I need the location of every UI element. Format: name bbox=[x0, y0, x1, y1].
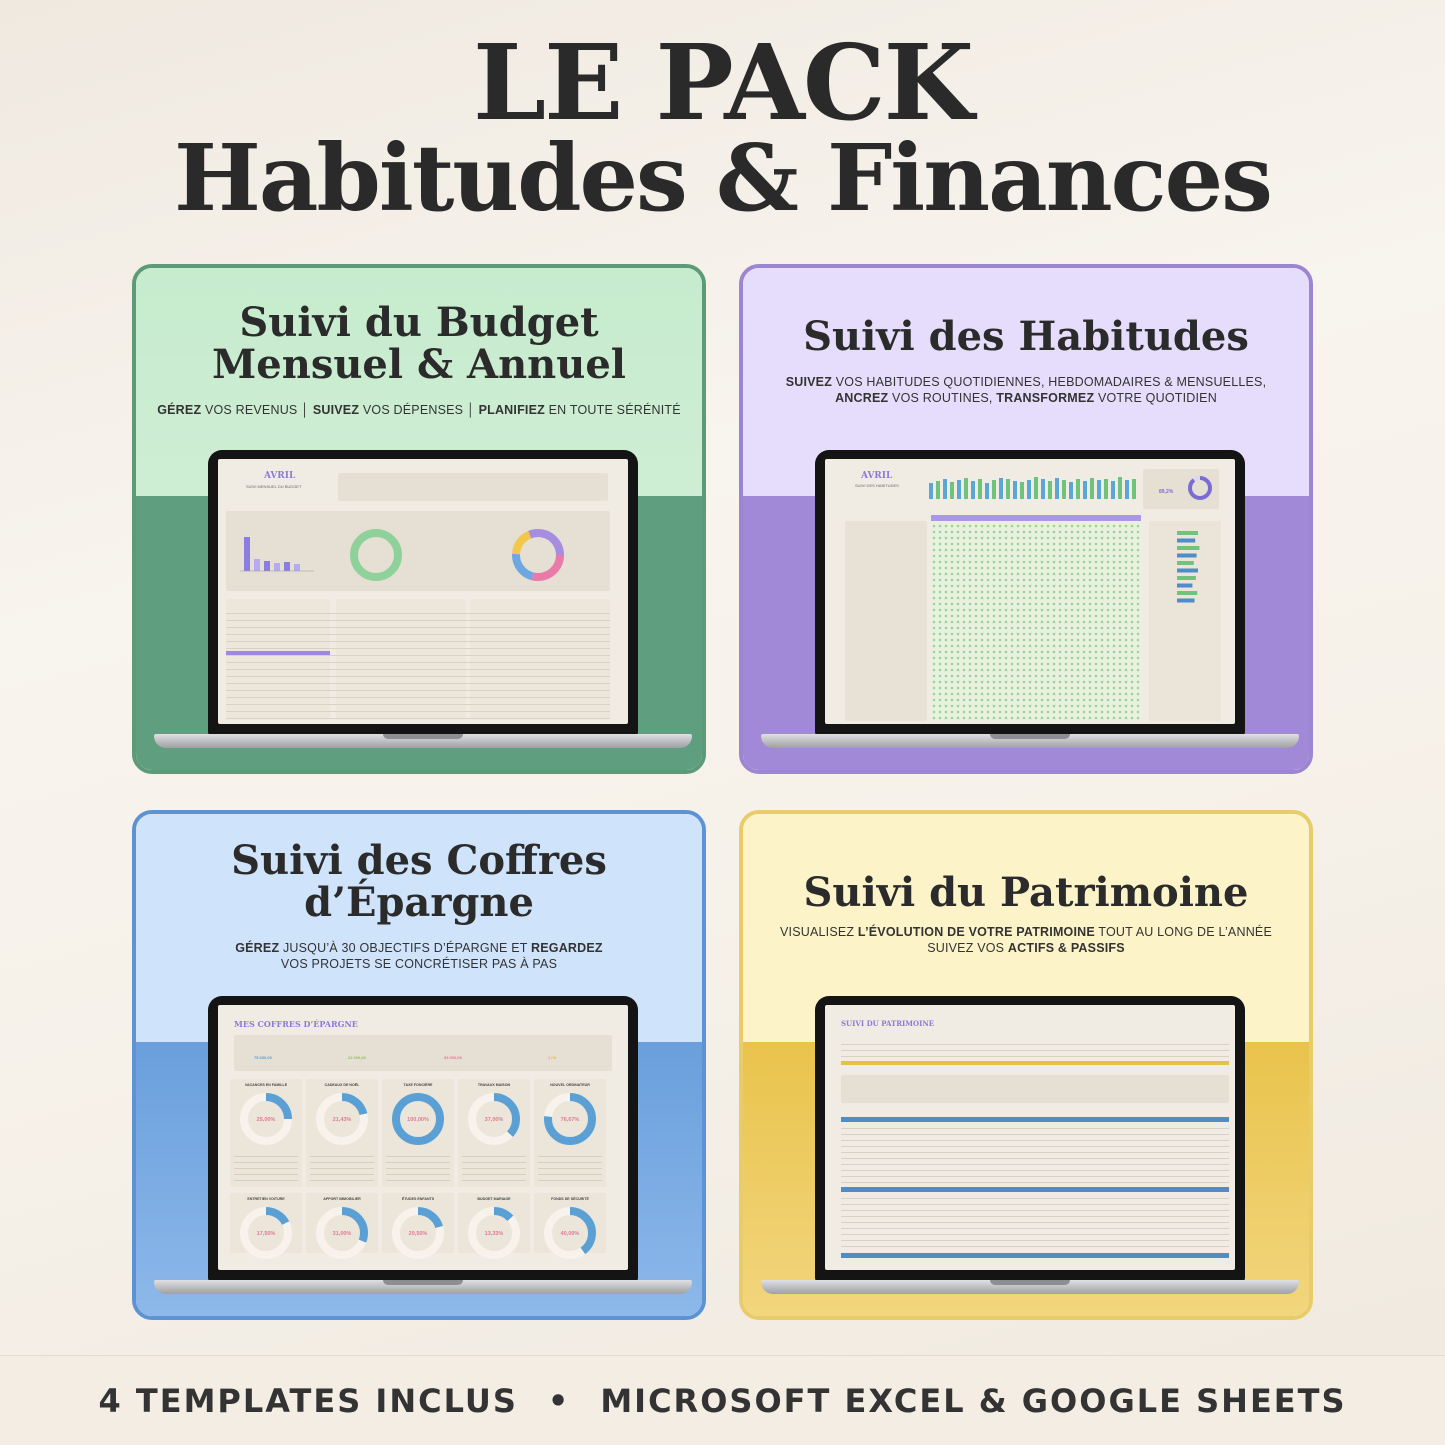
daily-progress-bar bbox=[936, 481, 940, 499]
svg-text:100,00%: 100,00% bbox=[407, 1117, 429, 1123]
card-title: Suivi du Patrimoine bbox=[803, 869, 1249, 916]
screen-title: AVRIL bbox=[264, 471, 296, 481]
card-title-line2: Mensuel & Annuel bbox=[212, 341, 626, 388]
goal-progress-ring bbox=[390, 1091, 446, 1147]
daily-progress-bar bbox=[950, 482, 954, 499]
donut-chart-expenses bbox=[508, 525, 568, 585]
goal-name: APPORT IMMOBILIER bbox=[323, 1197, 361, 1201]
laptop-screen bbox=[208, 450, 638, 736]
goal-progress-ring bbox=[466, 1205, 522, 1261]
daily-progress-bar bbox=[999, 478, 1003, 499]
savings-spreadsheet bbox=[218, 1005, 628, 1270]
daily-progress-bar bbox=[1055, 478, 1059, 499]
habit-progress-bar bbox=[1177, 569, 1198, 573]
daily-progress-bar bbox=[1069, 482, 1073, 499]
svg-text:31,00%: 31,00% bbox=[332, 1231, 352, 1237]
progress-ring bbox=[1185, 473, 1215, 503]
table-grid bbox=[226, 607, 610, 719]
daily-progress-bar bbox=[957, 480, 961, 499]
goal-details bbox=[310, 1151, 374, 1183]
daily-progress-bar bbox=[1027, 480, 1031, 499]
daily-progress-bar bbox=[1034, 477, 1038, 499]
net-worth-row bbox=[841, 1253, 1229, 1258]
progress-value: 89,2% bbox=[1159, 489, 1174, 495]
goal-name: NOUVEL ORDINATEUR bbox=[550, 1083, 590, 1087]
daily-progress-bar bbox=[992, 480, 996, 499]
savings-goal-card bbox=[458, 1079, 530, 1187]
svg-text:17,50%: 17,50% bbox=[256, 1231, 276, 1237]
savings-goal-card bbox=[458, 1193, 530, 1253]
laptop-base bbox=[761, 734, 1299, 748]
daily-progress-bar bbox=[1118, 477, 1122, 499]
card-title-line2: d’Épargne bbox=[304, 879, 534, 926]
laptop-base bbox=[761, 1280, 1299, 1294]
weeks-header bbox=[931, 515, 1141, 521]
totals-panel bbox=[234, 1035, 612, 1071]
habit-progress-bar bbox=[1177, 546, 1199, 550]
svg-text:25,00%: 25,00% bbox=[256, 1117, 276, 1123]
screen-title: AVRIL bbox=[861, 471, 893, 481]
daily-progress-bar bbox=[1083, 481, 1087, 499]
daily-progress-bar bbox=[1013, 481, 1017, 499]
summary-total-row bbox=[841, 1061, 1229, 1065]
savings-goal-card bbox=[230, 1193, 302, 1253]
card-subtitle-line1: SUIVEZ VOS HABITUDES QUOTIDIENNES, HEBDOMADAIRES & MENSUELLES, bbox=[785, 375, 1267, 389]
svg-text:40,00%: 40,00% bbox=[560, 1231, 580, 1237]
page-title: LE PACK bbox=[472, 21, 973, 144]
goal-name: ÉTUDES ENFANTS bbox=[401, 1197, 435, 1201]
goal-name: ENTRETIEN VOITURE bbox=[247, 1197, 285, 1201]
laptop-mockup bbox=[154, 996, 692, 1306]
habit-progress-bar bbox=[1177, 539, 1195, 543]
goal-progress-ring bbox=[390, 1205, 446, 1261]
daily-progress-bar bbox=[1111, 481, 1115, 499]
daily-progress-bar bbox=[1097, 480, 1101, 499]
laptop-screen bbox=[815, 996, 1245, 1282]
card-subtitle: GÉREZ VOS REVENUS │ SUIVEZ VOS DÉPENSES │ PLANIFIEZ EN TOUTE SÉRÉNITÉ bbox=[157, 403, 681, 417]
kpi-panel bbox=[841, 1075, 1229, 1103]
savings-goal-card bbox=[230, 1079, 302, 1187]
laptop-mockup bbox=[761, 996, 1299, 1306]
page-subtitle: Habitudes & Finances bbox=[174, 124, 1271, 232]
screen-title: SUIVI DU PATRIMOINE bbox=[841, 1019, 935, 1028]
svg-text:20,50%: 20,50% bbox=[408, 1231, 428, 1237]
daily-progress-bar bbox=[1076, 479, 1080, 499]
habits-spreadsheet bbox=[825, 459, 1235, 724]
goal-progress-ring bbox=[542, 1091, 598, 1147]
svg-text:37,00%: 37,00% bbox=[484, 1117, 504, 1123]
daily-progress-bar bbox=[1132, 479, 1136, 499]
screen-title: MES COFFRES D’ÉPARGNE bbox=[234, 1019, 358, 1029]
goal-name: CADEAUX DE NOËL bbox=[324, 1083, 360, 1087]
goal-progress-ring bbox=[542, 1205, 598, 1261]
goal-progress-ring bbox=[466, 1091, 522, 1147]
footer-banner bbox=[0, 1355, 1445, 1445]
goal-name: VACANCES EN FAMILLE bbox=[244, 1083, 288, 1087]
goal-details bbox=[462, 1151, 526, 1183]
laptop-mockup bbox=[761, 450, 1299, 760]
patrimoine-spreadsheet bbox=[825, 1005, 1235, 1270]
screen-subtitle: SUIVI MENSUEL DU BUDGET bbox=[246, 484, 302, 489]
assets-table bbox=[841, 1123, 1229, 1183]
card-title-line1: Suivi du Budget bbox=[239, 299, 599, 346]
budget-spreadsheet bbox=[218, 459, 628, 724]
card-budget bbox=[132, 264, 706, 774]
card-title: Suivi des Habitudes bbox=[803, 313, 1249, 360]
goal-name: TRAVAUX MAISON bbox=[477, 1083, 511, 1087]
habit-progress-bars bbox=[1177, 531, 1217, 611]
savings-goal-card bbox=[534, 1079, 606, 1187]
screen-subtitle: SUIVI DES HABITUDES bbox=[855, 483, 899, 488]
daily-progress-bar bbox=[1125, 480, 1129, 499]
card-patrimoine bbox=[739, 810, 1313, 1320]
daily-progress-bar bbox=[943, 479, 947, 499]
bar-chart bbox=[234, 529, 324, 579]
daily-progress-bar bbox=[1020, 482, 1024, 499]
total-remaining: 53 000,00 bbox=[444, 1055, 462, 1060]
goal-name: TAXE FONCIÈRE bbox=[403, 1083, 433, 1087]
footer-templates: 4 TEMPLATES INCLUS bbox=[98, 1381, 518, 1420]
goal-progress-ring bbox=[314, 1205, 370, 1261]
daily-progress-bar bbox=[1090, 478, 1094, 499]
goal-progress-ring bbox=[238, 1205, 294, 1261]
card-subtitle-line2: ANCREZ VOS ROUTINES, TRANSFORMEZ VOTRE QUOTIDIEN bbox=[835, 391, 1217, 405]
goal-name: FONDS DE SÉCURITÉ bbox=[551, 1197, 589, 1201]
donut-chart-income bbox=[346, 525, 406, 585]
habit-progress-bar bbox=[1177, 554, 1197, 558]
savings-goal-card bbox=[382, 1079, 454, 1187]
assets-header bbox=[841, 1117, 1229, 1122]
daily-progress-bar bbox=[985, 483, 989, 499]
savings-goal-card bbox=[534, 1193, 606, 1253]
laptop-mockup bbox=[154, 450, 692, 760]
laptop-base bbox=[154, 734, 692, 748]
habit-checkbox-grid bbox=[931, 523, 1141, 721]
habit-progress-bar bbox=[1177, 599, 1195, 603]
svg-text:21,43%: 21,43% bbox=[332, 1117, 352, 1123]
laptop-screen bbox=[815, 450, 1245, 736]
liabilities-header bbox=[841, 1187, 1229, 1192]
savings-goal-card bbox=[382, 1193, 454, 1253]
daily-progress-bar bbox=[1006, 479, 1010, 499]
card-subtitle-line1: GÉREZ JUSQU’À 30 OBJECTIFS D’ÉPARGNE ET REGARDEZ bbox=[235, 941, 603, 955]
goal-details bbox=[386, 1151, 450, 1183]
savings-goal-card bbox=[306, 1193, 378, 1253]
daily-progress-bar bbox=[1048, 481, 1052, 499]
habit-progress-bar bbox=[1177, 561, 1194, 565]
goal-progress-ring bbox=[314, 1091, 370, 1147]
card-habits bbox=[739, 264, 1313, 774]
card-subtitle-line2: VOS PROJETS SE CONCRÉTISER PAS À PAS bbox=[280, 957, 558, 971]
card-title-line1: Suivi des Coffres bbox=[231, 837, 607, 884]
daily-progress-bar bbox=[964, 478, 968, 499]
summary-panel bbox=[338, 473, 608, 501]
goal-details bbox=[234, 1151, 298, 1183]
card-subtitle-line2: SUIVEZ VOS ACTIFS & PASSIFS bbox=[927, 941, 1125, 955]
card-savings bbox=[132, 810, 706, 1320]
laptop-screen bbox=[208, 996, 638, 1282]
liabilities-table bbox=[841, 1193, 1229, 1249]
daily-progress-bar bbox=[929, 483, 933, 499]
completed-count: 1 / 8 bbox=[548, 1055, 556, 1060]
card-subtitle-line1: VISUALISEZ L’ÉVOLUTION DE VOTRE PATRIMOINE TOUT AU LONG DE L’ANNÉE bbox=[780, 925, 1272, 939]
habit-progress-bar bbox=[1177, 576, 1196, 580]
daily-progress-bar bbox=[1041, 479, 1045, 499]
svg-text:13,33%: 13,33% bbox=[484, 1231, 504, 1237]
goal-progress-ring bbox=[238, 1091, 294, 1147]
footer-software: MICROSOFT EXCEL & GOOGLE SHEETS bbox=[600, 1381, 1347, 1420]
habit-list bbox=[845, 521, 927, 721]
habit-progress-bar bbox=[1177, 531, 1198, 535]
svg-text:76,67%: 76,67% bbox=[560, 1117, 580, 1123]
goal-name: BUDGET MARIAGE bbox=[477, 1197, 511, 1201]
total-saved: 22 200,00 bbox=[348, 1055, 366, 1060]
daily-progress-chart bbox=[925, 471, 1145, 505]
total-objective: 75 650,00 bbox=[254, 1055, 272, 1060]
savings-goal-card bbox=[306, 1079, 378, 1187]
daily-progress-bar bbox=[978, 479, 982, 499]
habit-progress-bar bbox=[1177, 584, 1192, 588]
daily-progress-bar bbox=[1104, 479, 1108, 499]
habit-progress-bar bbox=[1177, 591, 1197, 595]
daily-progress-bar bbox=[971, 481, 975, 499]
daily-progress-bar bbox=[1062, 480, 1066, 499]
footer-separator: • bbox=[547, 1381, 571, 1420]
goal-details bbox=[538, 1151, 602, 1183]
laptop-base bbox=[154, 1280, 692, 1294]
